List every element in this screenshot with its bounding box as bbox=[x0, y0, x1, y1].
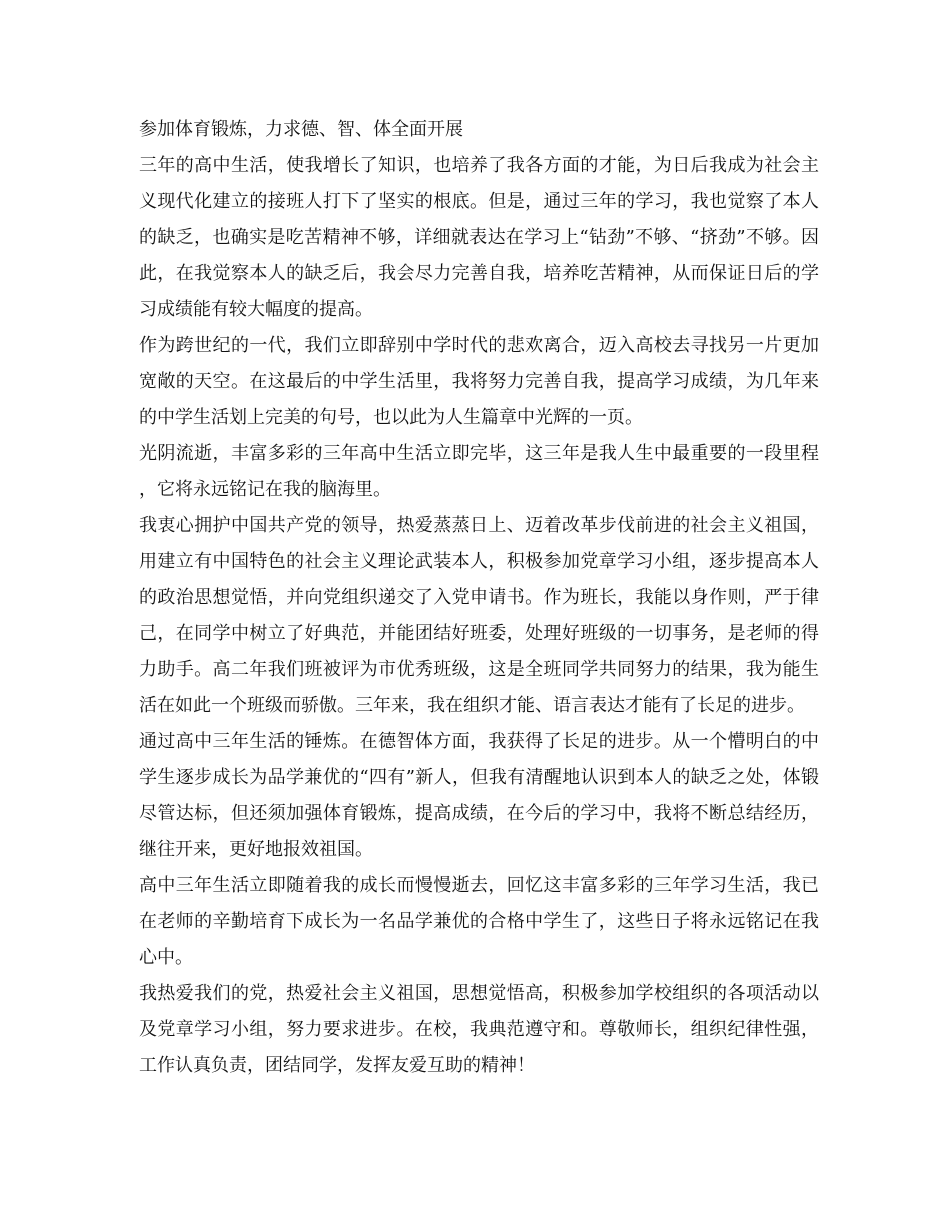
paragraph: 作为跨世纪的一代，我们立即辞别中学时代的悲欢离合，迈入高校去寻找另一片更加宽敞的天空。在这最后的中学生活里，我将努力完善自我，提高学习成绩，为几年来的中学生活划上完美的句号，也以此为人生篇章中光辉的一页。 bbox=[139, 335, 819, 428]
paragraph: 通过高中三年生活的锤炼。在德智体方面，我获得了长足的进步。从一个懵明白的中学生逐步成长为品学兼优的“四有”新人，但我有清醒地认识到本人的缺乏之处，体锻尽管达标，但还须加强体育锻炼，提高成绩，在今后的学习中，我将不断总结经历，继往开来，更好地报效祖国。 bbox=[139, 731, 819, 860]
paragraph: 我衷心拥护中国共产党的领导，热爱蒸蒸日上、迈着改革步伐前进的社会主义祖国，用建立有中国特色的社会主义理论武装本人，积极参加党章学习小组，逐步提高本人的政治思想觉悟，并向党组织递交了入党申请书。作为班长，我能以身作则，严于律己，在同学中树立了好典范，并能团结好班委，处理好班级的一切事务，是老师的得力助手。高二年我们班被评为市优秀班级，这是全班同学共同努力的结果，我为能生活在如此一个班级而骄傲。三年来，我在组织才能、语言表达才能有了长足的进步。 bbox=[139, 515, 819, 716]
document-body bbox=[139, 112, 819, 1084]
paragraph-heading: 参加体育锻炼，力求德、智、体全面开展 bbox=[139, 119, 463, 140]
paragraph: 三年的高中生活，使我增长了知识，也培养了我各方面的才能，为日后我成为社会主义现代化建立的接班人打下了坚实的根底。但是，通过三年的学习，我也觉察了本人的缺乏，也确实是吃苦精神不够，详细就表达在学习上“钻劲”不够、“挤劲”不够。因此，在我觉察本人的缺乏后，我会尽力完善自我，培养吃苦精神，从而保证日后的学习成绩能有较大幅度的提高。 bbox=[139, 155, 819, 320]
paragraph: 高中三年生活立即随着我的成长而慢慢逝去，回忆这丰富多彩的三年学习生活，我已在老师的辛勤培育下成长为一名品学兼优的合格中学生了，这些日子将永远铭记在我心中。 bbox=[139, 875, 819, 968]
paragraph: 我热爱我们的党，热爱社会主义祖国，思想觉悟高，积极参加学校组织的各项活动以及党章学习小组，努力要求进步。在校，我典范遵守和。尊敬师长，组织纪律性强，工作认真负责，团结同学，发挥友爱互助的精神！ bbox=[139, 983, 819, 1076]
paragraph: 光阴流逝，丰富多彩的三年高中生活立即完毕，这三年是我人生中最重要的一段里程，它将永远铭记在我的脑海里。 bbox=[139, 443, 819, 500]
